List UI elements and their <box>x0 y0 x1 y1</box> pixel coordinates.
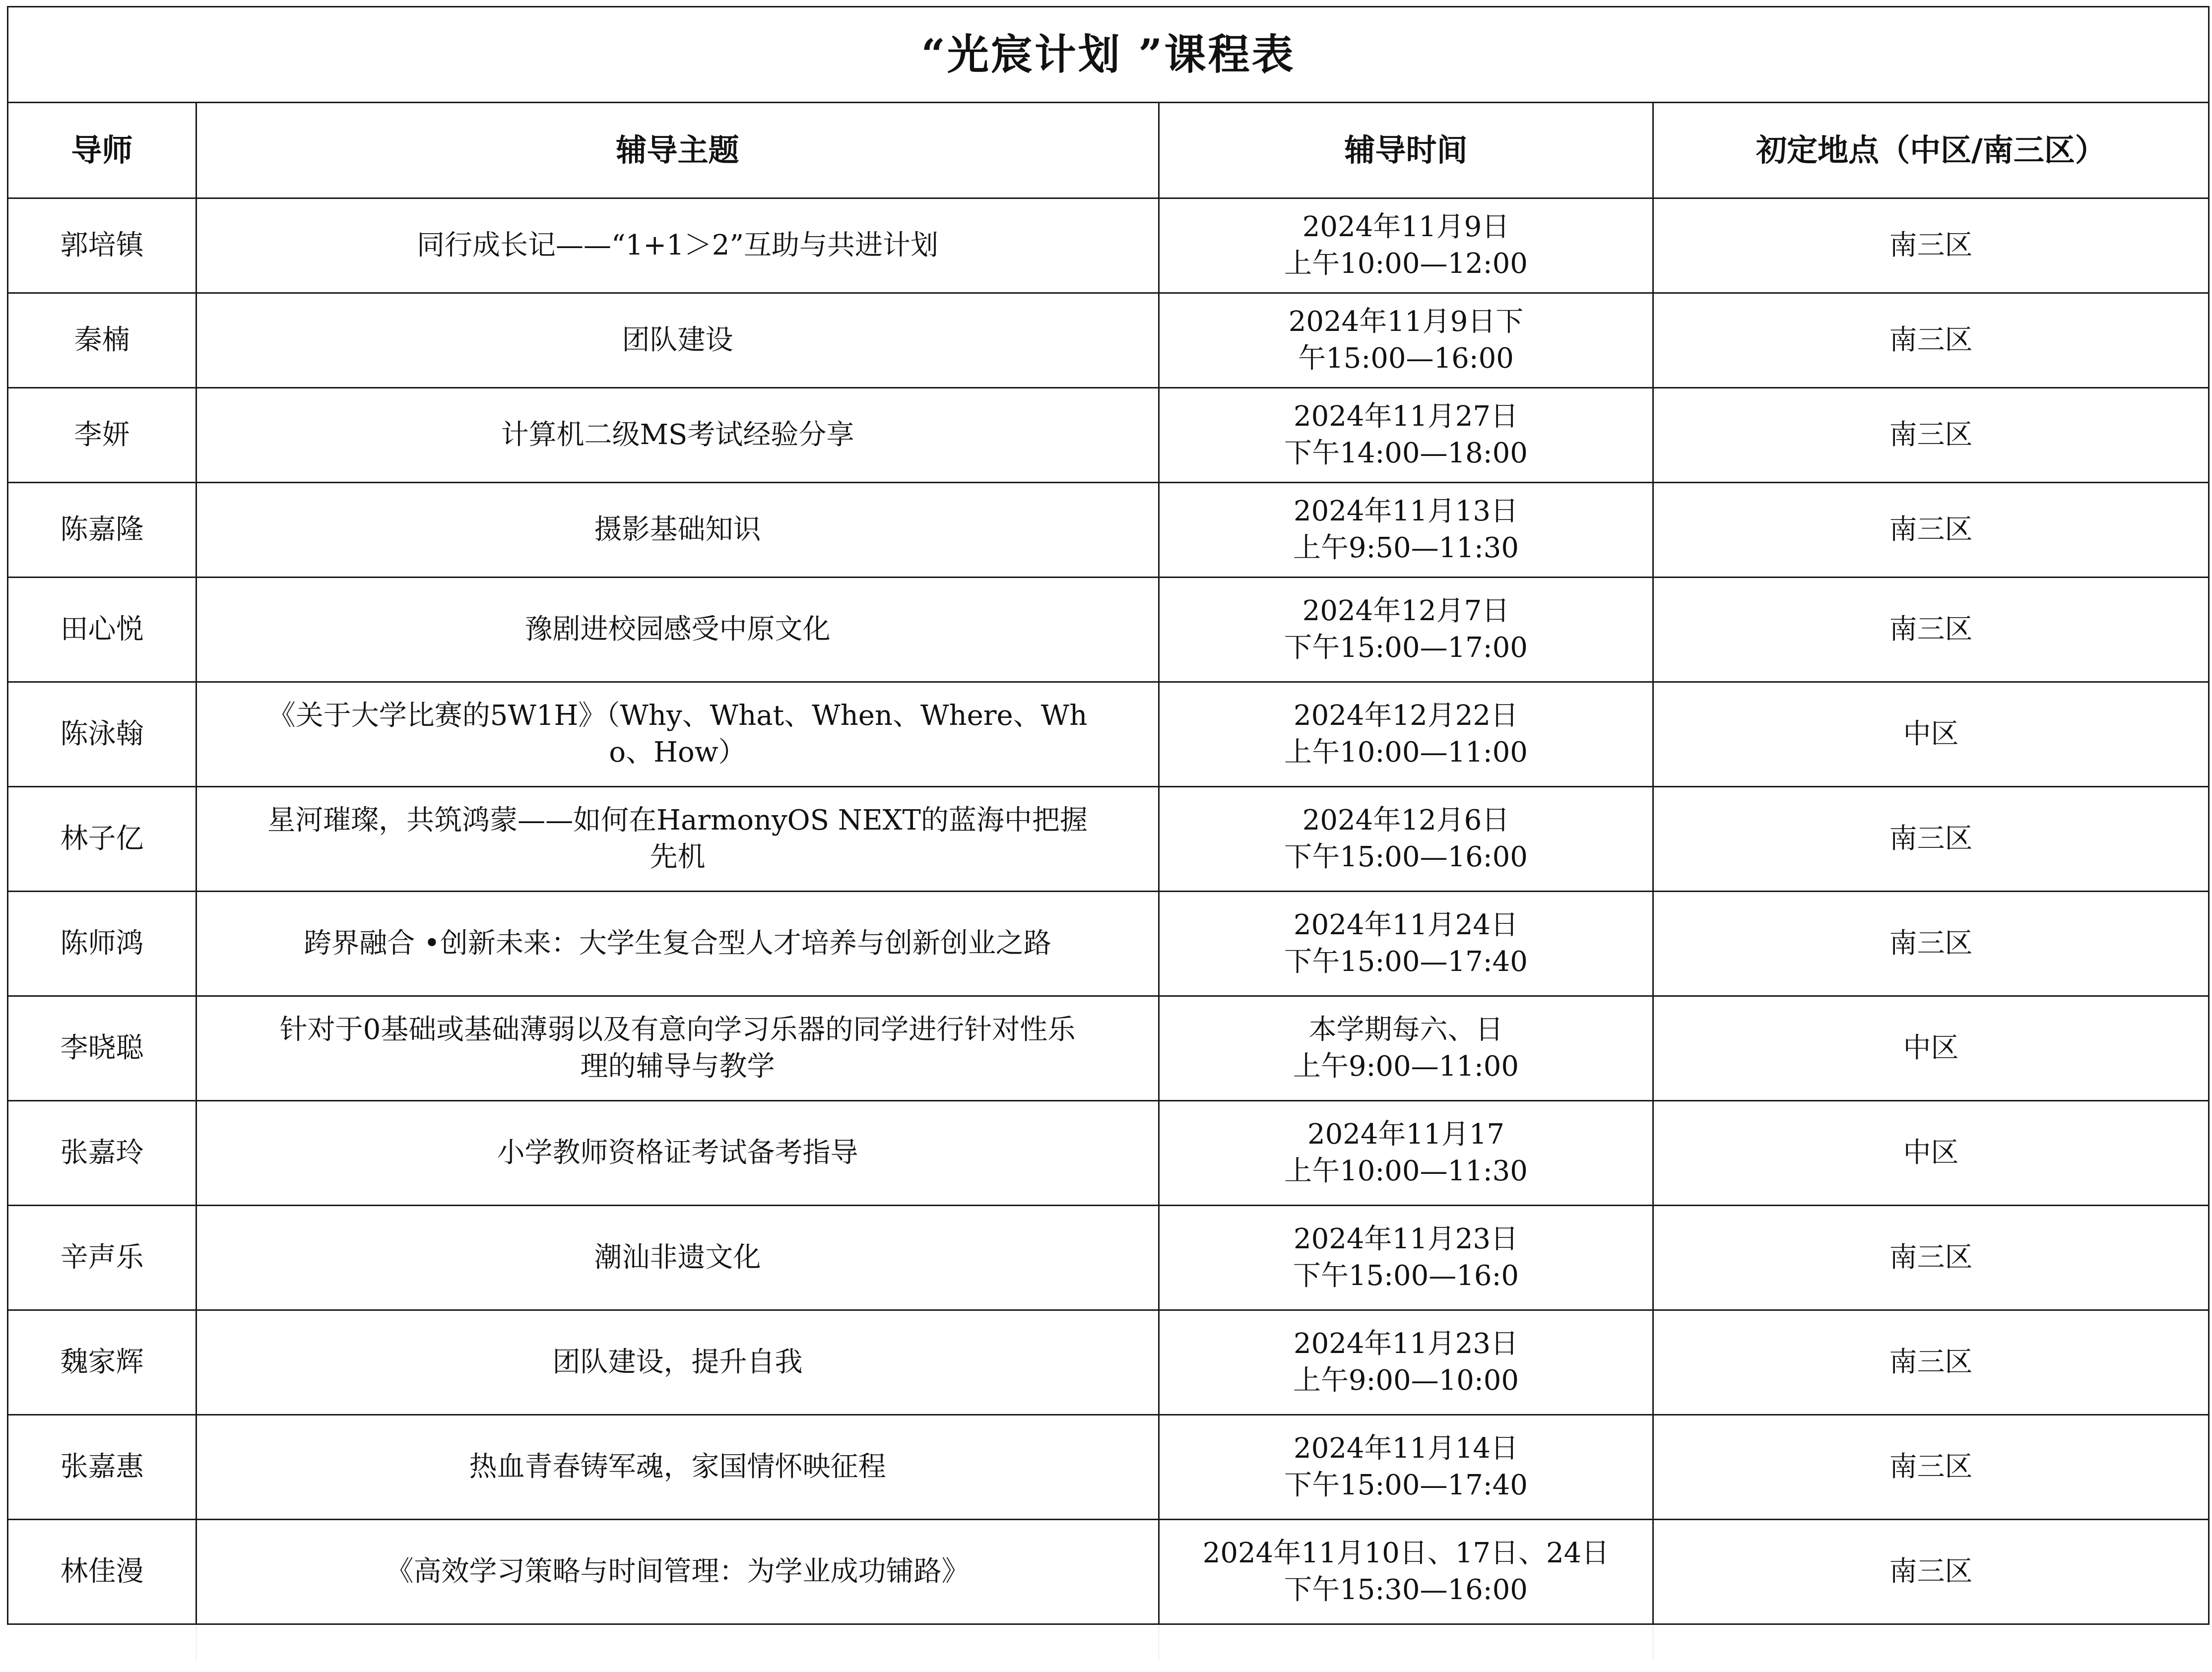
time-range: 上午10:00—12:00 <box>1284 248 1528 280</box>
location-cell: 南三区 <box>1653 787 2209 892</box>
location-cell: 南三区 <box>1653 198 2209 293</box>
location-cell: 中区 <box>1653 1101 2209 1206</box>
topic-cell: 星河璀璨，共筑鸿蒙——如何在HarmonyOS NEXT的蓝海中把握先机 <box>196 787 1159 892</box>
location-cell: 南三区 <box>1653 1415 2209 1520</box>
time-date: 2024年11月23日 <box>1293 1223 1519 1255</box>
time-cell <box>1159 578 1653 682</box>
location-cell: 南三区 <box>1653 388 2209 483</box>
table-row <box>8 892 2209 996</box>
table-row <box>8 198 2209 293</box>
time-range: 下午15:00—17:40 <box>1284 946 1528 978</box>
topic-cell: 潮汕非遗文化 <box>196 1206 1159 1310</box>
time-range: 午15:00—16:00 <box>1298 342 1514 375</box>
time-date: 本学期每六、日 <box>1308 1014 1503 1046</box>
table-row <box>8 1101 2209 1206</box>
mentor-cell: 林佳漫 <box>8 1520 196 1624</box>
mentor-cell: 张嘉玲 <box>8 1101 196 1206</box>
mentor-cell: 秦楠 <box>8 293 196 388</box>
time-date: 2024年11月23日 <box>1293 1328 1519 1360</box>
table-title: “光宸计划 ”课程表 <box>8 7 2209 103</box>
time-cell <box>1159 1415 1653 1520</box>
time-cell <box>1159 1310 1653 1415</box>
table-row <box>8 483 2209 578</box>
mentor-cell: 李晓聪 <box>8 996 196 1101</box>
time-range: 下午15:00—16:00 <box>1284 841 1528 873</box>
table-row <box>8 578 2209 682</box>
time-range: 上午10:00—11:30 <box>1284 1155 1528 1187</box>
time-cell <box>1159 996 1653 1101</box>
time-date: 2024年11月27日 <box>1293 400 1519 433</box>
time-range: 上午9:00—10:00 <box>1293 1364 1519 1397</box>
topic-cell: 跨界融合 •创新未来：大学生复合型人才培养与创新创业之路 <box>196 892 1159 996</box>
topic-cell: 热血青春铸军魂，家国情怀映征程 <box>196 1415 1159 1520</box>
location-cell: 南三区 <box>1653 1520 2209 1624</box>
topic-cell: 《高效学习策略与时间管理：为学业成功铺路》 <box>196 1520 1159 1624</box>
mentor-cell: 辛声乐 <box>8 1206 196 1310</box>
location-cell: 南三区 <box>1653 578 2209 682</box>
time-date: 2024年12月7日 <box>1302 595 1510 627</box>
topic-cell: 团队建设，提升自我 <box>196 1310 1159 1415</box>
time-cell <box>1159 1520 1653 1624</box>
time-cell <box>1159 198 1653 293</box>
location-cell: 南三区 <box>1653 1206 2209 1310</box>
location-cell: 中区 <box>1653 682 2209 787</box>
schedule-table <box>7 6 2210 1660</box>
table-row <box>8 1415 2209 1520</box>
mentor-cell: 田心悦 <box>8 578 196 682</box>
time-date: 2024年11月24日 <box>1293 909 1519 941</box>
topic-cell: 团队建设 <box>196 293 1159 388</box>
table-row <box>8 1206 2209 1310</box>
empty-cell <box>8 1624 196 1660</box>
table-row <box>8 293 2209 388</box>
time-range: 下午15:00—17:40 <box>1284 1469 1528 1501</box>
empty-cell <box>1653 1624 2209 1660</box>
mentor-cell: 魏家辉 <box>8 1310 196 1415</box>
time-date: 2024年11月13日 <box>1293 495 1519 527</box>
table-row <box>8 388 2209 483</box>
mentor-cell: 郭培镇 <box>8 198 196 293</box>
empty-cell <box>1159 1624 1653 1660</box>
time-date: 2024年11月14日 <box>1293 1432 1519 1465</box>
mentor-cell: 张嘉惠 <box>8 1415 196 1520</box>
location-cell: 南三区 <box>1653 483 2209 578</box>
time-date: 2024年12月22日 <box>1293 700 1519 732</box>
header-row <box>8 103 2209 198</box>
time-cell <box>1159 293 1653 388</box>
time-range: 下午15:00—16:0 <box>1293 1260 1519 1292</box>
empty-trailing-row <box>8 1624 2209 1660</box>
header-topic: 辅导主题 <box>196 103 1159 198</box>
mentor-cell: 陈泳翰 <box>8 682 196 787</box>
topic-cell: 豫剧进校园感受中原文化 <box>196 578 1159 682</box>
empty-cell <box>196 1624 1159 1660</box>
time-date: 2024年12月6日 <box>1302 804 1510 836</box>
time-range: 下午15:00—17:00 <box>1284 632 1528 664</box>
time-cell <box>1159 1206 1653 1310</box>
time-range: 上午9:00—11:00 <box>1293 1050 1519 1083</box>
topic-cell: 计算机二级MS考试经验分享 <box>196 388 1159 483</box>
header-location: 初定地点（中区/南三区） <box>1653 103 2209 198</box>
topic-cell: 同行成长记——“1+1＞2”互助与共进计划 <box>196 198 1159 293</box>
table-row <box>8 787 2209 892</box>
mentor-cell: 陈嘉隆 <box>8 483 196 578</box>
time-cell <box>1159 787 1653 892</box>
time-date: 2024年11月17 <box>1307 1118 1505 1151</box>
time-date: 2024年11月9日下 <box>1288 306 1524 338</box>
location-cell: 南三区 <box>1653 892 2209 996</box>
table-row <box>8 996 2209 1101</box>
time-cell <box>1159 682 1653 787</box>
time-date: 2024年11月10日、17日、24日 <box>1202 1537 1610 1569</box>
location-cell: 南三区 <box>1653 293 2209 388</box>
mentor-cell: 李妍 <box>8 388 196 483</box>
header-mentor: 导师 <box>8 103 196 198</box>
topic-cell: 《关于大学比赛的5W1H》（Why、What、When、Where、Who、How） <box>196 682 1159 787</box>
table-body <box>8 198 2209 1660</box>
time-range: 上午10:00—11:00 <box>1284 736 1528 769</box>
location-cell: 中区 <box>1653 996 2209 1101</box>
time-date: 2024年11月9日 <box>1302 211 1510 243</box>
time-cell <box>1159 388 1653 483</box>
mentor-cell: 林子亿 <box>8 787 196 892</box>
table-row <box>8 1310 2209 1415</box>
header-time: 辅导时间 <box>1159 103 1653 198</box>
topic-cell: 针对于0基础或基础薄弱以及有意向学习乐器的同学进行针对性乐理的辅导与教学 <box>196 996 1159 1101</box>
time-cell <box>1159 892 1653 996</box>
topic-cell: 摄影基础知识 <box>196 483 1159 578</box>
time-range: 下午14:00—18:00 <box>1284 437 1528 469</box>
time-cell <box>1159 1101 1653 1206</box>
time-cell <box>1159 483 1653 578</box>
time-range: 上午9:50—11:30 <box>1293 532 1519 564</box>
title-row <box>8 7 2209 103</box>
time-range: 下午15:30—16:00 <box>1284 1574 1528 1606</box>
location-cell: 南三区 <box>1653 1310 2209 1415</box>
table-row <box>8 682 2209 787</box>
topic-cell: 小学教师资格证考试备考指导 <box>196 1101 1159 1206</box>
table-row <box>8 1520 2209 1624</box>
mentor-cell: 陈师鸿 <box>8 892 196 996</box>
